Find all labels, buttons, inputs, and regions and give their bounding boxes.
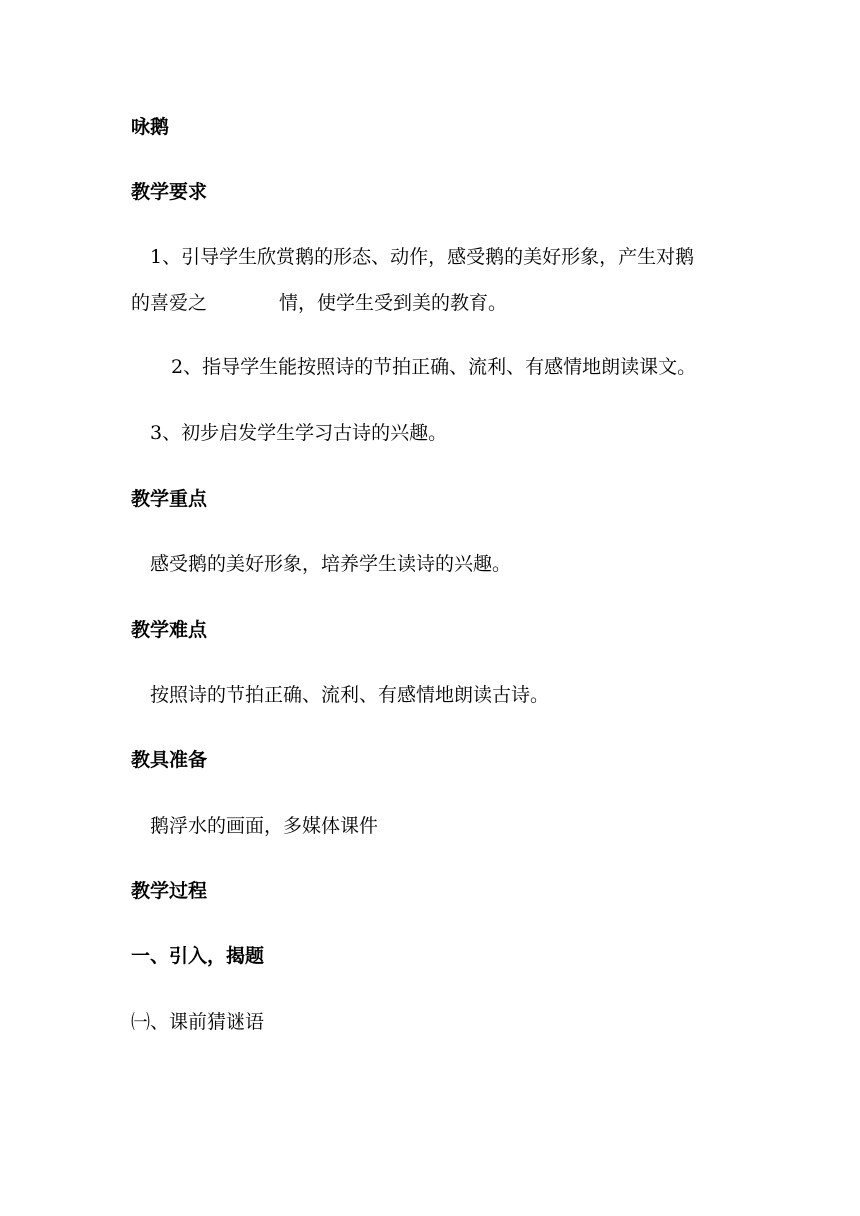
- process-step-1-sub-1: ㈠、课前猜谜语: [131, 1011, 265, 1033]
- requirement-item-1-line-2: [131, 291, 729, 315]
- process-step-1: 一、引入，揭题: [131, 945, 265, 967]
- heading-process: 教学过程: [131, 880, 208, 902]
- key-points-text: 感受鹅的美好形象，培养学生读诗的兴趣。: [150, 553, 512, 575]
- heading-key-points: 教学重点: [131, 488, 208, 510]
- requirement-item-1-line-2-part-b: 情，使学生受到美的教育。: [279, 292, 508, 314]
- requirement-item-3: 3、初步启发学生学习古诗的兴趣。: [150, 422, 448, 444]
- requirement-item-1-line-2-part-a: 的喜爱之: [131, 292, 208, 314]
- requirement-item-2: 2、指导学生能按照诗的节拍正确、流利、有感情地朗读课文。: [171, 356, 697, 378]
- heading-materials: 教具准备: [131, 749, 208, 771]
- difficulties-text: 按照诗的节拍正确、流利、有感情地朗读古诗。: [150, 684, 550, 706]
- requirement-item-1-line-1: 1、引导学生欣赏鹅的形态、动作，感受鹅的美好形象，产生对鹅: [150, 246, 695, 268]
- document-title: 咏鹅: [131, 116, 170, 138]
- heading-requirements: 教学要求: [131, 181, 208, 203]
- materials-text: 鹅浮水的画面，多媒体课件: [150, 815, 379, 837]
- heading-difficulties: 教学难点: [131, 619, 208, 641]
